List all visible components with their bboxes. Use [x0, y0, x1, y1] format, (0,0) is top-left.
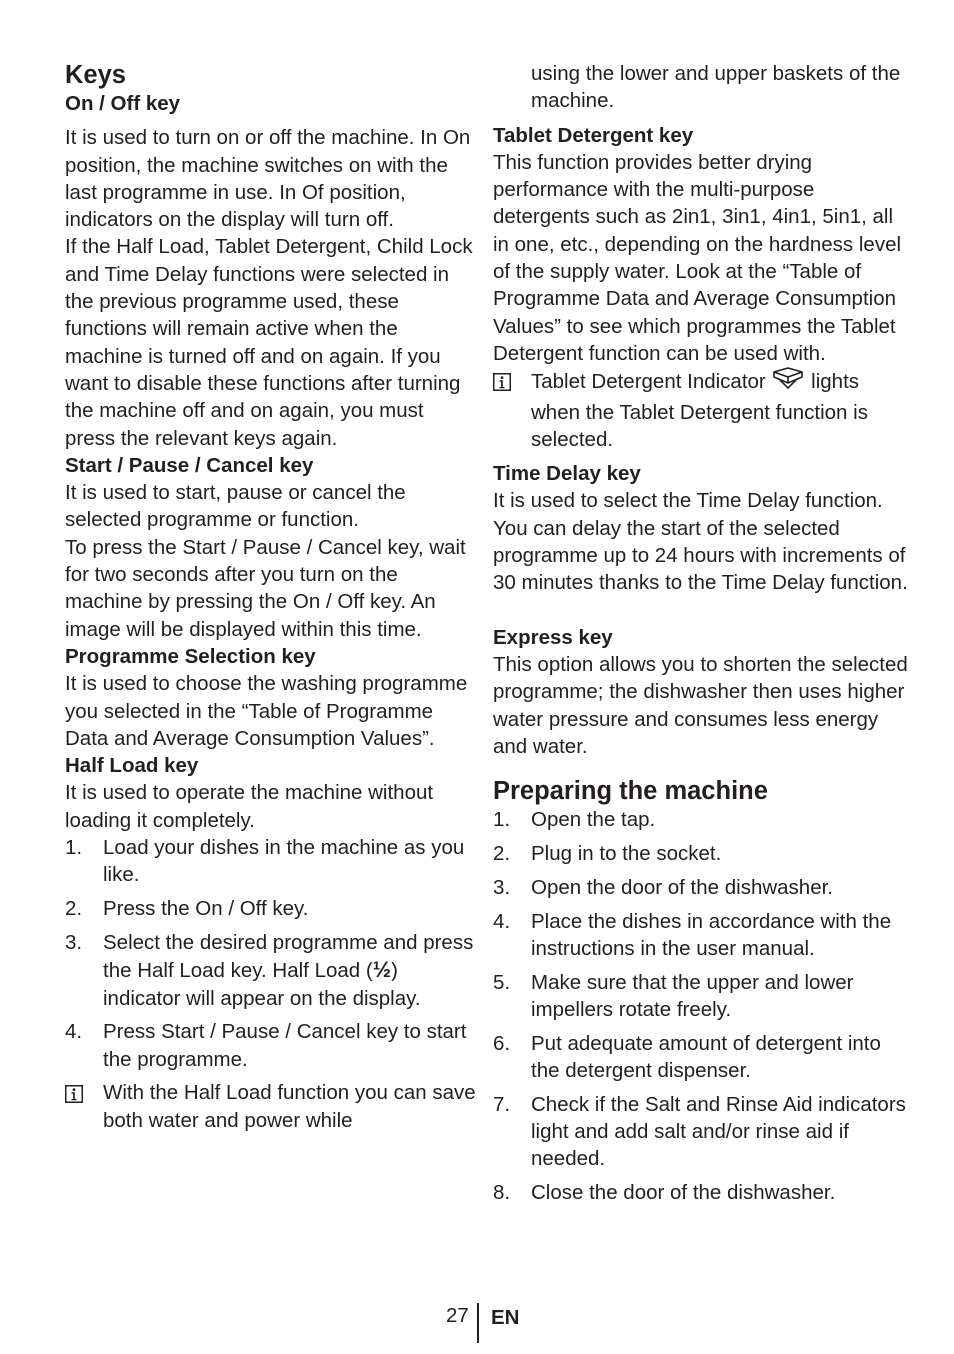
info-icon [65, 1079, 103, 1134]
paragraph: If the Half Load, Tablet Detergent, Child Lock and Time Delay functions were selected in the previous programme used, these functions will remain active when the machine is turned off and on again. If you want to disable these functions after turning the machine off and on again, you must press the relevant keys again. [65, 235, 473, 450]
paragraph: It is used to choose the washing programme you selected in the “Table of Programme Data and Average Consumption Values”. [65, 672, 468, 750]
paragraph: It is used to start, pause or cancel the selected programme or function. [65, 481, 406, 532]
list-item: 8. Close the door of the dishwasher. [493, 1181, 836, 1205]
heading-programme-selection-key: Programme Selection key [65, 644, 316, 668]
heading-tablet-detergent-key: Tablet Detergent key [493, 123, 694, 147]
list-item: 3. Open the door of the dishwasher. [493, 875, 834, 899]
paragraph: It is used to select the Time Delay function. You can delay the start of the selected programme up to 24 hours with increments of 30 minutes thanks to the Time Delay function. [493, 489, 908, 595]
preparation-steps [493, 806, 913, 1206]
heading-express-key: Express key [493, 625, 613, 649]
info-note: With the Half Load function you can save both water and power while [65, 1079, 477, 1134]
heading-time-delay-key: Time Delay key [493, 462, 641, 486]
paragraph: This option allows you to shorten the selected programme; the dishwasher then uses higher water pressure and consumes less energy and water. [493, 652, 908, 758]
list-item: 7. Check if the Salt and Rinse Aid indicators light and add salt and/or rinse aid if needed. [493, 1092, 906, 1171]
heading-half-load-key: Half Load key [65, 754, 199, 778]
paragraph: It is used to turn on or off the machine. In On position, the machine switches on with the last programme in use. In Of position, indicators on the display will turn off. [65, 126, 471, 232]
page-footer [0, 1303, 954, 1343]
tablet-detergent-icon [771, 367, 805, 398]
list-item: 3. Select the desired programme and press the Half Load key. Half Load (½) indicator will appear on the display. [65, 930, 474, 1010]
info-note: Tablet Detergent Indicator lights when the Tablet Detergent function is selected. [493, 367, 913, 453]
list-item: 1. Load your dishes in the machine as you like. [65, 836, 465, 887]
list-item: 2. Press the On / Off key. [65, 897, 309, 921]
list-item: 6. Put adequate amount of detergent into the detergent dispenser. [493, 1031, 881, 1082]
list-item: 5. Make sure that the upper and lower impellers rotate freely. [493, 970, 854, 1021]
right-column [493, 60, 913, 1213]
footer-divider [477, 1303, 479, 1343]
note-continuation: using the lower and upper baskets of the machine. [531, 62, 901, 113]
paragraph: To press the Start / Pause / Cancel key, wait for two seconds after you turn on the machine by pressing the On / Off key. An image will be displayed within this time. [65, 535, 466, 641]
half-load-steps [65, 834, 477, 1073]
heading-on-off-key: On / Off key [65, 92, 181, 115]
left-column [65, 60, 477, 1134]
list-item: 4. Place the dishes in accordance with the instructions in the user manual. [493, 909, 892, 960]
language-code: EN [491, 1306, 520, 1329]
heading-start-pause-cancel-key: Start / Pause / Cancel key [65, 453, 314, 477]
list-item: 4. Press Start / Pause / Cancel key to start the programme. [65, 1020, 467, 1071]
half-load-icon: ½ [372, 957, 392, 983]
page-number: 27 [446, 1304, 469, 1327]
info-icon [493, 367, 531, 453]
list-item: 2. Plug in to the socket. [493, 841, 722, 865]
paragraph: It is used to operate the machine without loading it completely. [65, 781, 434, 832]
section-title-keys: Keys [65, 61, 126, 89]
paragraph: This function provides better drying performance with the multi-purpose detergents such as 2in1, 3in1, 4in1, 5in1, all in one, etc., depending on the hardness level of the supply water. Look at the “Table of Programme Data and Average Consumption Values” to see which programmes the Tablet Detergent function can be used with. [493, 150, 902, 365]
section-title-preparing: Preparing the machine [493, 777, 768, 806]
list-item: 1. Open the tap. [493, 808, 656, 832]
